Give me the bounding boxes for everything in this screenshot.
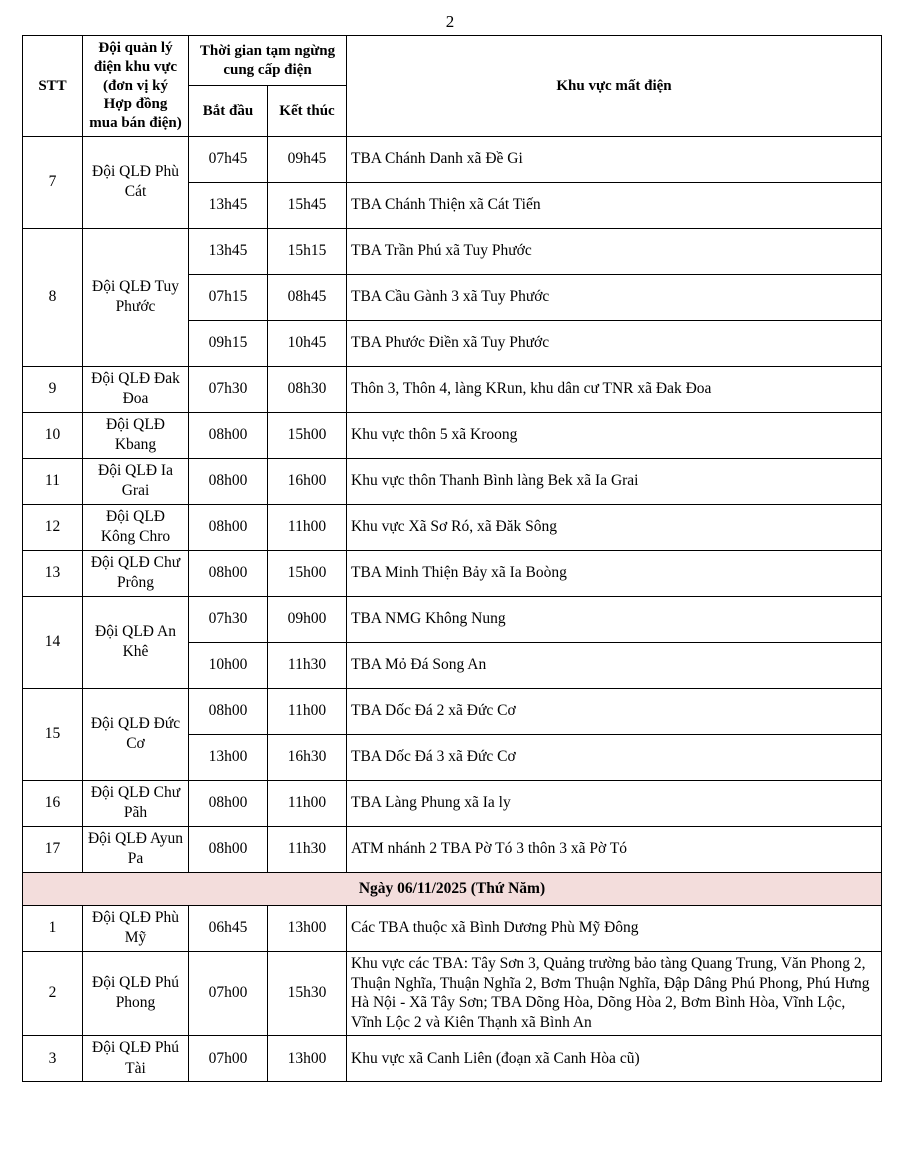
team-cell: Đội QLĐ Ayun Pa — [83, 826, 189, 872]
area-cell: TBA Làng Phung xã Ia ly — [347, 780, 882, 826]
date-banner-row — [23, 872, 882, 905]
table-row — [23, 951, 882, 1035]
start-time-cell: 10h00 — [189, 642, 268, 688]
outage-schedule-table — [22, 35, 882, 1082]
stt-cell: 3 — [23, 1036, 83, 1082]
area-cell: TBA Chánh Thiện xã Cát Tiến — [347, 182, 882, 228]
team-cell: Đội QLĐ Tuy Phước — [83, 228, 189, 366]
stt-cell: 11 — [23, 458, 83, 504]
end-time-cell: 08h30 — [268, 366, 347, 412]
end-time-cell: 11h00 — [268, 780, 347, 826]
start-time-cell: 08h00 — [189, 780, 268, 826]
start-time-cell: 07h30 — [189, 596, 268, 642]
area-cell: TBA Phước Điền xã Tuy Phước — [347, 320, 882, 366]
start-time-cell: 07h45 — [189, 136, 268, 182]
table-row — [23, 458, 882, 504]
date-banner: Ngày 06/11/2025 (Thứ Năm) — [23, 872, 882, 905]
end-time-cell: 10h45 — [268, 320, 347, 366]
header-start-time: Bắt đầu — [189, 86, 268, 136]
start-time-cell: 07h15 — [189, 274, 268, 320]
stt-cell: 14 — [23, 596, 83, 688]
page-number: 2 — [445, 12, 455, 31]
header-row-top — [23, 36, 882, 86]
table-row — [23, 228, 882, 274]
team-cell: Đội QLĐ An Khê — [83, 596, 189, 688]
start-time-cell: 08h00 — [189, 412, 268, 458]
area-cell: TBA Trần Phú xã Tuy Phước — [347, 228, 882, 274]
table-header — [23, 36, 882, 137]
header-end-time: Kết thúc — [268, 86, 347, 136]
area-cell: TBA Dốc Đá 2 xã Đức Cơ — [347, 688, 882, 734]
header-stt: STT — [23, 36, 83, 137]
table-row — [23, 688, 882, 734]
team-cell: Đội QLĐ Chư Prông — [83, 550, 189, 596]
table-row — [23, 366, 882, 412]
area-cell: Khu vực thôn Thanh Bình làng Bek xã Ia Grai — [347, 458, 882, 504]
table-row — [23, 550, 882, 596]
start-time-cell: 13h45 — [189, 182, 268, 228]
table-row — [23, 596, 882, 642]
stt-cell: 9 — [23, 366, 83, 412]
start-time-cell: 13h45 — [189, 228, 268, 274]
header-time-group: Thời gian tạm ngừng cung cấp điện — [189, 36, 347, 86]
area-cell: Khu vực các TBA: Tây Sơn 3, Quảng trường bảo tàng Quang Trung, Văn Phong 2, Thuận Nghĩa, Thuận Nghĩa 2, Bơm Thuận Nghĩa, Đập Dâng Phú Phong, Phú Hưng Hà Nội - Xã Tây Sơn; TBA Dõng Hòa, Dõng Hòa 2, Bơm Bình Hòa, Vĩnh Lộc, Vĩnh Lộc 2 và Kiên Thạnh xã Bình An — [347, 951, 882, 1035]
team-cell: Đội QLĐ Kbang — [83, 412, 189, 458]
stt-cell: 13 — [23, 550, 83, 596]
area-cell: Khu vực thôn 5 xã Kroong — [347, 412, 882, 458]
end-time-cell: 15h30 — [268, 951, 347, 1035]
area-cell: TBA NMG Không Nung — [347, 596, 882, 642]
area-cell: TBA Minh Thiện Bảy xã Ia Boòng — [347, 550, 882, 596]
start-time-cell: 09h15 — [189, 320, 268, 366]
team-cell: Đội QLĐ Kông Chro — [83, 504, 189, 550]
start-time-cell: 07h30 — [189, 366, 268, 412]
table-row — [23, 1036, 882, 1082]
team-cell: Đội QLĐ Phú Tài — [83, 1036, 189, 1082]
team-cell: Đội QLĐ Chư Pãh — [83, 780, 189, 826]
table-row — [23, 504, 882, 550]
area-cell: Khu vực xã Canh Liên (đoạn xã Canh Hòa cũ) — [347, 1036, 882, 1082]
table-row — [23, 780, 882, 826]
area-cell: Các TBA thuộc xã Bình Dương Phù Mỹ Đông — [347, 905, 882, 951]
end-time-cell: 13h00 — [268, 905, 347, 951]
end-time-cell: 09h45 — [268, 136, 347, 182]
team-cell: Đội QLĐ Phù Cát — [83, 136, 189, 228]
table-row — [23, 136, 882, 182]
end-time-cell: 11h30 — [268, 826, 347, 872]
table-row — [23, 826, 882, 872]
start-time-cell: 07h00 — [189, 951, 268, 1035]
start-time-cell: 08h00 — [189, 688, 268, 734]
end-time-cell: 08h45 — [268, 274, 347, 320]
stt-cell: 15 — [23, 688, 83, 780]
team-cell: Đội QLĐ Ia Grai — [83, 458, 189, 504]
header-area: Khu vực mất điện — [347, 36, 882, 137]
table-body — [23, 136, 882, 1081]
team-cell: Đội QLĐ Phù Mỹ — [83, 905, 189, 951]
stt-cell: 12 — [23, 504, 83, 550]
end-time-cell: 11h00 — [268, 504, 347, 550]
table-row — [23, 412, 882, 458]
area-cell: TBA Dốc Đá 3 xã Đức Cơ — [347, 734, 882, 780]
end-time-cell: 15h00 — [268, 550, 347, 596]
stt-cell: 8 — [23, 228, 83, 366]
end-time-cell: 16h30 — [268, 734, 347, 780]
table-row — [23, 905, 882, 951]
header-team: Đội quản lý điện khu vực (đơn vị ký Hợp đồng mua bán điện) — [83, 36, 189, 137]
area-cell: ATM nhánh 2 TBA Pờ Tó 3 thôn 3 xã Pờ Tó — [347, 826, 882, 872]
start-time-cell: 08h00 — [189, 504, 268, 550]
end-time-cell: 15h15 — [268, 228, 347, 274]
end-time-cell: 11h30 — [268, 642, 347, 688]
team-cell: Đội QLĐ Phú Phong — [83, 951, 189, 1035]
start-time-cell: 08h00 — [189, 550, 268, 596]
start-time-cell: 08h00 — [189, 826, 268, 872]
start-time-cell: 07h00 — [189, 1036, 268, 1082]
area-cell: Khu vực Xã Sơ Ró, xã Đăk Sông — [347, 504, 882, 550]
area-cell: Thôn 3, Thôn 4, làng KRun, khu dân cư TNR xã Đak Đoa — [347, 366, 882, 412]
end-time-cell: 09h00 — [268, 596, 347, 642]
start-time-cell: 08h00 — [189, 458, 268, 504]
area-cell: TBA Chánh Danh xã Đề Gi — [347, 136, 882, 182]
team-cell: Đội QLĐ Đức Cơ — [83, 688, 189, 780]
area-cell: TBA Cầu Gành 3 xã Tuy Phước — [347, 274, 882, 320]
area-cell: TBA Mỏ Đá Song An — [347, 642, 882, 688]
end-time-cell: 15h45 — [268, 182, 347, 228]
end-time-cell: 13h00 — [268, 1036, 347, 1082]
stt-cell: 1 — [23, 905, 83, 951]
end-time-cell: 11h00 — [268, 688, 347, 734]
stt-cell: 16 — [23, 780, 83, 826]
stt-cell: 10 — [23, 412, 83, 458]
start-time-cell: 06h45 — [189, 905, 268, 951]
end-time-cell: 16h00 — [268, 458, 347, 504]
end-time-cell: 15h00 — [268, 412, 347, 458]
stt-cell: 7 — [23, 136, 83, 228]
team-cell: Đội QLĐ Đak Đoa — [83, 366, 189, 412]
start-time-cell: 13h00 — [189, 734, 268, 780]
stt-cell: 17 — [23, 826, 83, 872]
stt-cell: 2 — [23, 951, 83, 1035]
